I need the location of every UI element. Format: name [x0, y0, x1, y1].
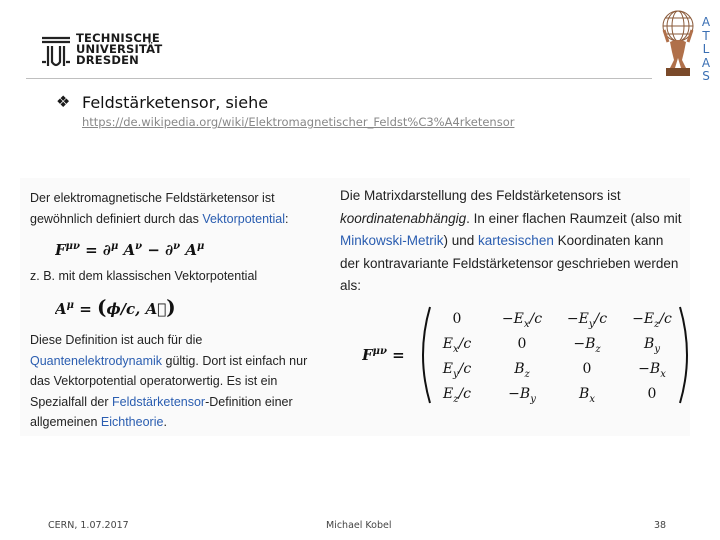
svg-text:Fμν = ∂μ Aν − ∂ν Aμ: $F^{\mu\nu} = \partial^\mu$ $A^\nu - \partial^\nu$ $A^\mu$	[55, 241, 205, 259]
atlas-letter: A	[701, 15, 711, 29]
atlas-letter: S	[702, 69, 710, 83]
matrix-cell: 0	[647, 386, 657, 402]
matrix-cell: $E_x/c$	[442, 336, 472, 355]
feldstaerketensor-link[interactable]: Feldstärketensor	[112, 394, 206, 409]
formula-2-svg	[55, 293, 195, 323]
field-tensor-formula	[55, 236, 255, 266]
matrix-cell: $B_z$	[514, 361, 530, 380]
svg-text:Aμ = (ϕ/c, A⃗): $A^\mu = (\phi/c$, A⃗)	[55, 295, 176, 319]
eichtheorie-link[interactable]: Eichtheorie	[100, 415, 164, 429]
matrix-left-paren	[423, 307, 430, 403]
matrix-cell: $E_y/c$	[442, 361, 472, 380]
matrix-cell: 0	[517, 336, 527, 352]
example-line: z. B. mit dem klassischen Vektorpotential	[30, 269, 258, 283]
matrix-cell: $B_y$	[644, 336, 660, 355]
matrix-lhs: $F^{\mu\nu}$ =	[362, 346, 405, 364]
matrix-cell: 0	[452, 311, 462, 327]
matrix-right-paren	[680, 307, 687, 403]
quantenelektrodynamik-link[interactable]: Quantenelektrodynamik	[30, 353, 163, 368]
footer-date: CERN, 1.07.2017	[48, 520, 129, 531]
atlas-wordmark	[698, 16, 714, 84]
matrix-cell: $-B_x$	[638, 361, 666, 380]
qed-paragraph: Diese Definition ist auch für die Quantenelektrodynamik gültig. Dort ist einfach nur das Vektorpotential operatorwertig. Es ist ein Spezialfall der Feldstärketensor-Definition einer allgemeinen Eichtheorie.	[30, 333, 308, 429]
footer-author: Michael Kobel	[326, 520, 392, 531]
diamond-bullet-icon: ❖	[56, 94, 71, 111]
slide-heading: Feldstärketensor, siehe	[82, 93, 269, 112]
right-text-column: Die Matrixdarstellung des Feldstärketensors ist koordinatenabhängig. In einer flachen Raumzeit (also mit Minkowski-Metrik) und kartesischen Koordinaten kann der kontravariante Feldstärketensor geschrieben werden als:	[340, 188, 682, 293]
minkowski-metrik-link[interactable]: Minkowski-Metrik	[340, 233, 444, 248]
kartesischen-link[interactable]: kartesischen	[478, 233, 554, 248]
vector-potential-formula	[55, 293, 195, 327]
formula-1-svg	[55, 236, 255, 262]
matrix-cell: $-E_z/c$	[632, 311, 672, 330]
matrix-cell: 0	[582, 361, 592, 377]
matrix-cell: $-B_z$	[573, 336, 601, 355]
atlas-letter: T	[702, 28, 710, 43]
matrix-cell: $-B_y$	[508, 386, 536, 405]
university-name: TECHNISCHE UNIVERSITÄT DRESDEN	[76, 31, 163, 67]
page-number: 38	[654, 520, 667, 531]
vektorpotential-link[interactable]: Vektorpotential	[202, 211, 286, 226]
left-text-column	[30, 188, 330, 229]
atlas-letter: L	[702, 42, 710, 56]
wikipedia-link[interactable]: https://de.wikipedia.org/wiki/Elektromagnetischer_Feldst%C3%A4rketensor	[82, 115, 515, 129]
tensor-matrix	[362, 303, 692, 408]
atlas-letter: A	[701, 55, 711, 70]
matrix-cell: $-E_x/c$	[501, 311, 543, 330]
definition-paragraph: Der elektromagnetische Feldstärketensor ist gewöhnlich definiert durch das Vektorpotential:	[30, 191, 289, 226]
header-divider	[26, 78, 652, 79]
matrix-cell: $B_x$	[579, 386, 595, 405]
matrix-cell: $-E_y/c$	[566, 311, 608, 330]
matrix-cell: $E_z/c$	[442, 386, 472, 405]
